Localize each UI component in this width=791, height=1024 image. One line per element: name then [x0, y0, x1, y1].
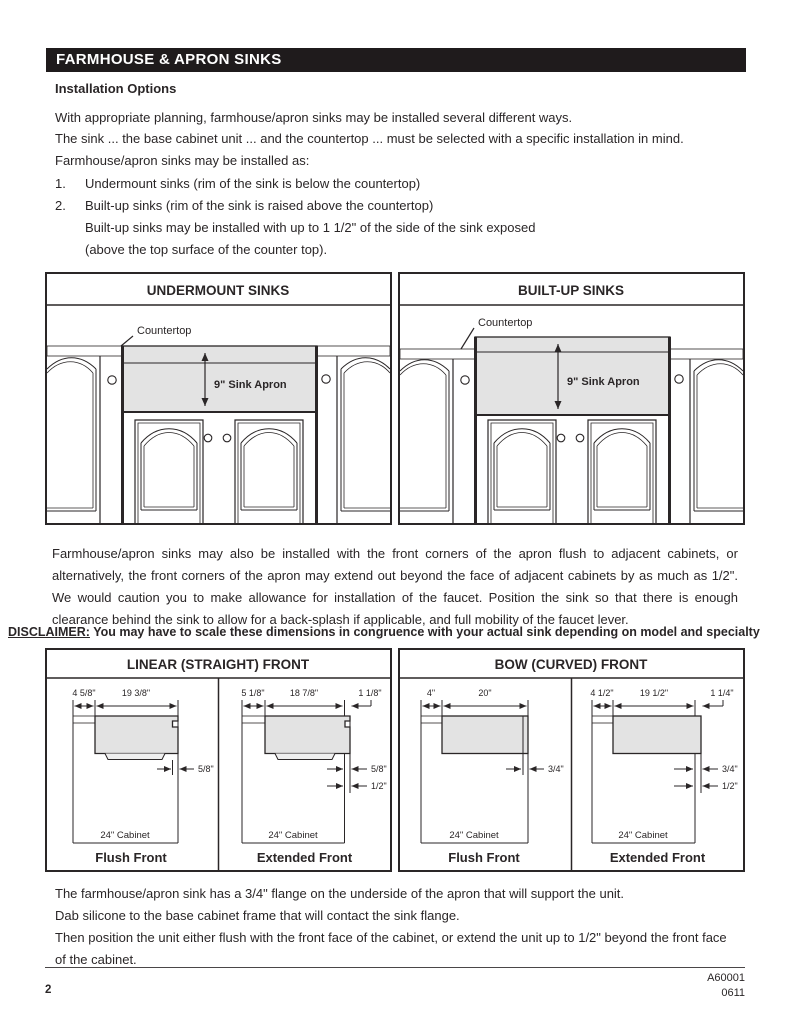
diagram-title: LINEAR (STRAIGHT) FRONT: [126, 657, 310, 672]
apron-dimension-label: 9" Sink Apron: [567, 376, 640, 388]
disclaimer-text: You may have to scale these dimensions in congruence with your actual sink depending on model and specialty: [89, 625, 760, 639]
apron-dimension-label: 9" Sink Apron: [214, 379, 287, 391]
section-title: FARMHOUSE & APRON SINKS: [56, 51, 282, 68]
sink-profile: [442, 716, 528, 754]
dim-label: 19 3/8": [121, 688, 151, 698]
door-knob: [461, 376, 469, 384]
dim-label: 19 1/2": [639, 688, 669, 698]
dim-label: 18 7/8": [289, 688, 319, 698]
dim-label: 1/2": [722, 781, 738, 791]
disclaimer-label: DISCLAIMER:: [8, 625, 90, 639]
dim-label: 1 1/8": [358, 688, 382, 698]
cabinet-label: 24" Cabinet: [100, 830, 150, 841]
door-knob: [204, 434, 212, 442]
door-knob: [108, 376, 116, 384]
panel-caption: Extended Front: [256, 850, 353, 865]
installation-notes-paragraph: Farmhouse/apron sinks may also be installed with the front corners of the apron flush to adjacent cabinets, or alternatively, the front corners of the apron may extend out beyond the face of adjacent cabinets by as much as 1/2". We would caution you to make allowance for installation of the faucet. Position the sink so that there is enough clearance behind the sink to allow for a back-splash if applicable, and full mobility of the faucet lever.: [52, 546, 738, 627]
countertop-hatch: [73, 716, 95, 723]
linear-extended-front-panel: [241, 688, 386, 865]
note-line-4: of the cabinet.: [55, 952, 137, 967]
intro-paragraph-1: With appropriate planning, farmhouse/apron sinks may be installed several different ways.: [55, 110, 573, 125]
list-item-2-cont-1: Built-up sinks may be installed with up to 1 1/2" of the side of the sink exposed: [85, 220, 536, 235]
list-item-2-cont-2: (above the top surface of the counter top).: [85, 242, 328, 257]
sink-profile: [613, 716, 701, 754]
sink-foot: [105, 754, 165, 760]
bow-front-diagram: [398, 648, 745, 872]
dim-label: 5 1/8": [241, 688, 265, 698]
countertop-label: Countertop: [478, 317, 533, 329]
dim-label: 1 1/4": [710, 688, 734, 698]
list-item-1-number: 1.: [55, 176, 66, 191]
dim-label: 4 5/8": [72, 688, 96, 698]
intro-paragraph-2: The sink ... the base cabinet unit ... and the countertop ... must be selected with a specific installation in mind.: [55, 131, 684, 146]
disclaimer-line: [8, 625, 760, 639]
dim-label: 5/8": [371, 764, 387, 774]
cabinet-label: 24" Cabinet: [268, 830, 318, 841]
footer-rule: [45, 967, 745, 968]
countertop-leader-line: [121, 336, 133, 346]
base-cabinet-doors: [488, 420, 656, 523]
list-item-2-number: 2.: [55, 198, 66, 213]
undermount-sinks-diagram: [45, 272, 392, 525]
countertop-leader-line: [461, 328, 474, 349]
sink-foot: [275, 754, 335, 760]
dim-label: 1/2": [371, 781, 387, 791]
note-line-1: The farmhouse/apron sink has a 3/4" flange on the underside of the apron that will support the unit.: [55, 886, 625, 901]
door-knob: [557, 434, 565, 442]
section-header-bar: [46, 48, 746, 72]
dim-label: 3/4": [548, 764, 564, 774]
door-knob: [675, 375, 683, 383]
diagram-title: BOW (CURVED) FRONT: [494, 657, 648, 672]
dim-label: 4 1/2": [590, 688, 614, 698]
list-intro: Farmhouse/apron sinks may be installed as:: [55, 153, 310, 168]
revision-number: 0611: [721, 987, 745, 999]
linear-flush-front-panel: [72, 688, 213, 865]
bow-flush-front-panel: [421, 688, 564, 865]
installation-options-heading: Installation Options: [55, 81, 177, 96]
base-cabinet-doors: [135, 420, 303, 523]
panel-caption: Flush Front: [448, 850, 520, 865]
door-knob: [576, 434, 584, 442]
dim-label: 4": [426, 688, 436, 698]
countertop-label: Countertop: [137, 325, 192, 337]
diagram-title: UNDERMOUNT SINKS: [146, 283, 290, 298]
cabinet-label: 24" Cabinet: [618, 830, 668, 841]
note-line-3: Then position the unit either flush with the front face of the cabinet, or extend the unit up to 1/2" beyond the front face: [55, 930, 727, 945]
linear-front-diagram: [45, 648, 392, 872]
dim-label: 5/8": [198, 764, 214, 774]
sink-apron: [475, 337, 670, 523]
countertop-hatch: [421, 716, 442, 723]
panel-caption: Flush Front: [95, 850, 167, 865]
builtup-sinks-diagram: [398, 272, 745, 525]
note-line-2: Dab silicone to the base cabinet frame that will contact the sink flange.: [55, 908, 460, 923]
sink-profile: [265, 716, 350, 754]
dim-label: 20": [478, 688, 492, 698]
countertop-hatch: [242, 716, 265, 723]
door-knob: [322, 375, 330, 383]
document-number: A60001: [707, 972, 745, 984]
diagram-title: BUILT-UP SINKS: [517, 283, 625, 298]
cabinet-label: 24" Cabinet: [449, 830, 499, 841]
sink-profile: [95, 716, 178, 754]
door-knob: [223, 434, 231, 442]
list-item-1-text: Undermount sinks (rim of the sink is below the countertop): [85, 176, 421, 191]
bow-extended-front-panel: [590, 688, 737, 865]
countertop-hatch: [592, 716, 613, 723]
dim-label: 3/4": [722, 764, 738, 774]
panel-caption: Extended Front: [609, 850, 706, 865]
page-number: 2: [45, 984, 52, 996]
list-item-2-text: Built-up sinks (rim of the sink is raised above the countertop): [85, 198, 434, 213]
